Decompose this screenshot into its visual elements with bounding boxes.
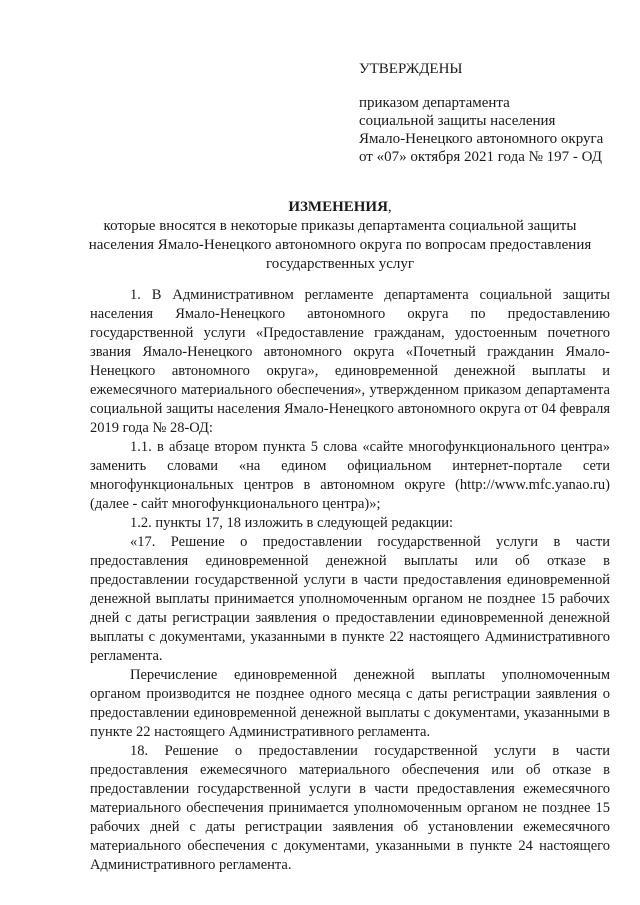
approval-line: Ямало-Ненецкого автономного округа	[359, 131, 604, 147]
approval-heading: УТВЕРЖДЕНЫ	[359, 61, 463, 77]
title-comma: ,	[387, 199, 392, 215]
paragraph: 1. В Административном регламенте департамента социальной защиты населения Ямало-Ненецкого автономного округа по предоставлению государственной услуги «Предоставление гражданам, удостоенным почетного звания Ямало-Ненецкого автономного округа «Почетный гражданин Ямало-Ненецкого автономного округа», единовременной денежной выплаты и ежемесячного материального обеспечения», утвержденном приказом департамента социальной защиты населения Ямало-Ненецкого автономного округа от 04 февраля 2019 года № 28-ОД:	[90, 287, 610, 436]
title-sub-line: государственных услуг	[265, 256, 414, 272]
paragraph: 1.1. в абзаце втором пункта 5 слова «сайте многофункционального центра» заменить словами «на едином официальном интернет-портале сети многофункциональных центров в автономном округе (http://www.mfc.yanao.ru) (далее - сайт многофункционального центра)»;	[90, 439, 610, 512]
approval-line: социальной защиты населения	[359, 113, 556, 129]
title-main: ИЗМЕНЕНИЯ	[288, 199, 388, 215]
approval-line: от «07» октября 2021 года № 197 - ОД	[359, 149, 602, 165]
document-body	[90, 286, 610, 875]
title-sub-line: которые вносятся в некоторые приказы департамента социальной защиты	[103, 218, 577, 234]
paragraph: 18. Решение о предоставлении государственной услуги в части предоставления ежемесячного материального обеспечения или об отказе в предоставлении государственной услуги в части предоставления ежемесячного материального обеспечения принимается уполномоченным органом не позднее 15 рабочих дней с даты регистрации заявления об установлении ежемесячного материального обеспечения с документами, указанными в пункте 24 настоящего Административного регламента.	[90, 743, 610, 873]
title-sub-line: населения Ямало-Ненецкого автономного округа по вопросам предоставления	[88, 237, 592, 253]
document-title	[80, 198, 600, 274]
paragraph: 1.2. пункты 17, 18 изложить в следующей редакции:	[130, 515, 454, 531]
paragraph: «17. Решение о предоставлении государственной услуги в части предоставления единовременной денежной выплаты или об отказе в предоставлении государственной услуги в части предоставления единовременной денежной выплаты принимается уполномоченным органом не позднее 15 рабочих дней с даты регистрации заявления о предоставлении единовременной денежной выплаты с документами, указанными в пункте 22 настоящего Административного регламента.	[90, 534, 610, 664]
paragraph: Перечисление единовременной денежной выплаты уполномоченным органом производится не позднее одного месяца с даты регистрации заявления о предоставлении единовременной денежной выплаты с документами, указанными в пункте 22 настоящего Административного регламента.	[90, 667, 610, 740]
approval-block	[359, 60, 603, 166]
approval-line: приказом департамента	[359, 95, 510, 111]
